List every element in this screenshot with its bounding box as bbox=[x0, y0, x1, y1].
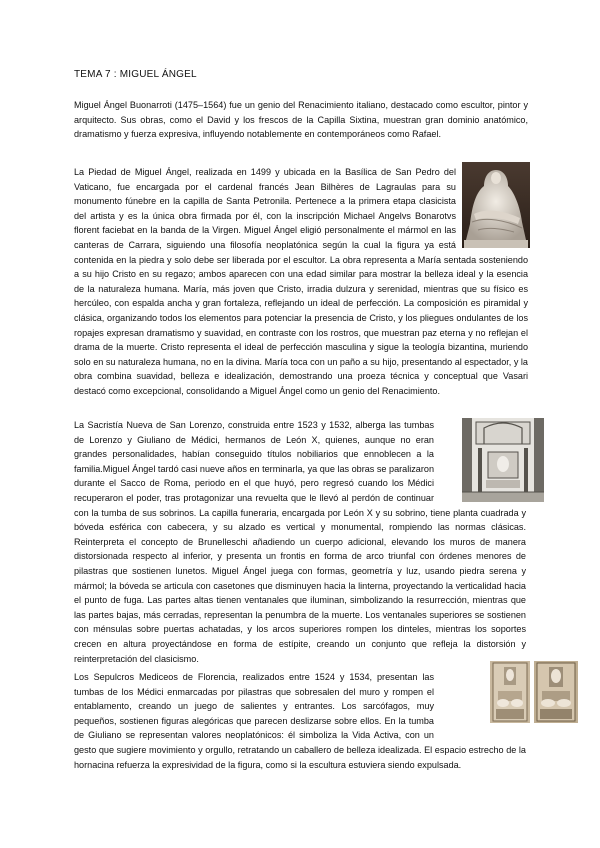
sacristia-photo bbox=[462, 418, 544, 502]
paragraph-sacristia-block bbox=[74, 418, 526, 666]
tomb-giuliano-photo bbox=[490, 661, 530, 723]
paragraph-intro: Miguel Ángel Buonarroti (1475–1564) fue un genio del Renacimiento italiano, destacado como escultor, pintor y arquitecto. Sus obras, como el David y los frescos de la Capilla Sixtina, muestran gran dominio anatómico, dramatismo y fuerza expresiva, influyendo notablemente en contemporáneos como Rafael. bbox=[74, 100, 528, 140]
paragraph-sepulcros: Los Sepulcros Mediceos de Florencia, realizados entre 1524 y 1534, presentan las tumbas de los Médici enmarcadas por pilastras que sobresalen del muro y rompen el entablamento, creando un juego de salientes y entrantes. Los sarcófagos, muy pequeños, sostienen figuras alegóricas que parecen deslizarse sobre ellos. En la tumba de Giuliano se representan valores neoplatónicos: él simboliza la Vida Activa, con un gesto que sugiere movimiento y orgullo, retratando un caballero de belleza idealizada. El espacio estrecho de la hornacina refuerza la expresividad de la figura, como si la escultura estuviera siendo expulsada. bbox=[74, 672, 526, 770]
page-title: TEMA 7 : MIGUEL ÁNGEL bbox=[74, 69, 197, 80]
pieta-photo bbox=[462, 162, 530, 248]
paragraph-piedad: La Piedad de Miguel Ángel, realizada en 1499 y ubicada en la Basílica de San Pedro del Vaticano, fue encargada por el cardenal francés Jean Bilhères de Lagraulas para su monumento fúnebre en la capilla de Santa Petronila. Pertenece a la primera etapa clasicista del artista y es la única obra firmada por él, con la inscripción Michael Angelvs Bonarotvs florent faciebat en la banda de la Virgen. Miguel Ángel eligió personalmente el mármol en las canteras de Carrara, siguiendo una filosofía neoplatónica según la cual la figura ya está contenida en la piedra y solo debe ser liberada por el escultor. La obra representa a María sentada sosteniendo a su hijo Cristo en su regazo; ambos aparecen con una edad similar para mostrar la belleza ideal y la esencia de la naturaleza humana. María, más joven que Cristo, irradia dulzura y serenidad, mientras que su físico es hercúleo, con espalda ancha y gran fortaleza, reflejando un ideal de perfección. La composición es piramidal y clásica, organizando todos los elementos para potenciar la presencia de Cristo, y los pliegues ondulantes de los ropajes expresan dramatismo y suavidad, en contraste con los rostros, que muestran paz eterna y no reflejan el drama de la muerte. Cristo representa el ideal de perfección masculina y sigue la teología bizantina, muriendo solo en su naturaleza humana, no en la divina. María toca con un paño a su hijo, presentando al espectador, y la obra combina suavidad, belleza e idealización, demostrando una proeza técnica y conceptual que Vasari destacó como excepcional, consolidando a Miguel Ángel como un genio del Renacimiento. bbox=[74, 167, 528, 396]
paragraph-sepulcros-block bbox=[74, 670, 526, 772]
paragraph-piedad-block bbox=[74, 165, 528, 399]
tomb-lorenzo-photo bbox=[534, 661, 578, 723]
paragraph-sacristia: La Sacristía Nueva de San Lorenzo, construida entre 1523 y 1532, alberga las tumbas de Lorenzo y Giuliano de Médici, hermanos de León X, quienes, aunque no eran grandes personalidades, habían conseguido títulos nobiliarios que ennoblecen a la familia.Miguel Ángel tardó casi nueve años en terminarla, ya que las obras se paralizaron durante el Sacco de Roma, periodo en el que huyó, pero regresó cuando los Médici recuperaron el poder, tras protagonizar una revuelta que le llevó al perdón de continuar con la tumba de sus sobrinos. La capilla funeraria, encargada por León X y su sobrino, tiene planta cuadrada y bóveda esférica con cabecera, y su alzado es vertical y monumental, rompiendo las normas clásicas. Reinterpreta el concepto de Brunelleschi añadiendo un cuerpo adicional, elevando los muros de manera distorsionada respecto al inferior, y presenta un frontis en forma de arco triunfal con órdenes menores de pilastras que sostienen lunetos. Miguel Ángel juega con formas, geometría y luz, usando piedra serena y mármol; la bóveda se articula con casetones que disminuyen hacia la linterna, proyectando la verticalidad hacia el punto de fuga. Las partes altas tienen ventanales que iluminan, simbolizando la resurrección, mientras que las partes bajas, más cerradas, representan la penumbra de la muerte. Los ventanales superiores se sostienen con ménsulas sobre puertas achatadas, y los arcos superiores rompen los dinteles, mientras los soportes crecen en altura proyectándose en forma de estípite, creando un conjunto que refleja la distorsión y reinterpretación del clasicismo. bbox=[74, 420, 526, 664]
